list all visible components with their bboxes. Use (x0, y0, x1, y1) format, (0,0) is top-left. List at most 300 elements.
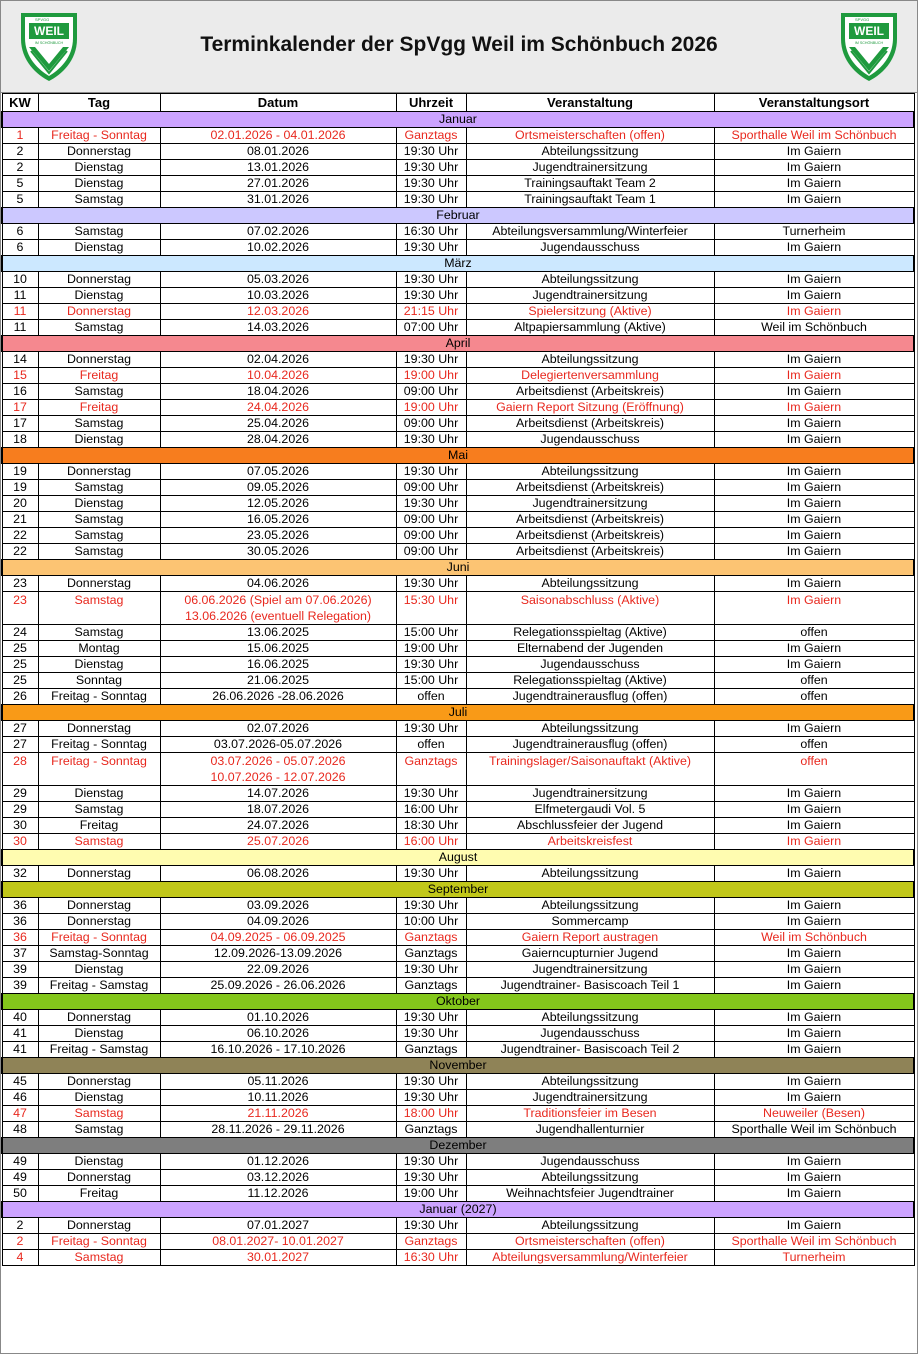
ort-cell: Im Gaiern (714, 946, 914, 962)
kw-cell: 23 (2, 576, 38, 592)
kw-cell: 15 (2, 368, 38, 384)
tag-cell: Freitag - Sonntag (38, 1234, 160, 1250)
datum-cell: 26.06.2026 -28.06.2026 (160, 689, 396, 705)
tag-cell: Donnerstag (38, 352, 160, 368)
ort-cell: Im Gaiern (714, 352, 914, 368)
ort-cell: Im Gaiern (714, 496, 914, 512)
datum-cell: 02.04.2026 (160, 352, 396, 368)
veranstaltung-cell: Abteilungssitzung (466, 144, 714, 160)
tag-cell: Samstag (38, 480, 160, 496)
kw-cell: 45 (2, 1074, 38, 1090)
ort-cell: Im Gaiern (714, 1010, 914, 1026)
tag-cell: Freitag - Samstag (38, 1042, 160, 1058)
month-label: März (2, 256, 914, 272)
month-row (2, 705, 914, 721)
datum-cell: 28.11.2026 - 29.11.2026 (160, 1122, 396, 1138)
header-datum: Datum (160, 94, 396, 112)
veranstaltung-cell: Abteilungssitzung (466, 1170, 714, 1186)
uhrzeit-cell: 09:00 Uhr (396, 384, 466, 400)
tag-cell: Samstag (38, 802, 160, 818)
kw-cell: 1 (2, 128, 38, 144)
veranstaltung-cell: Spielersitzung (Aktive) (466, 304, 714, 320)
table-row (2, 946, 914, 962)
month-row (2, 882, 914, 898)
uhrzeit-cell: 16:00 Uhr (396, 834, 466, 850)
month-label: Mai (2, 448, 914, 464)
kw-cell: 21 (2, 512, 38, 528)
kw-cell: 25 (2, 641, 38, 657)
table-row (2, 1026, 914, 1042)
uhrzeit-cell: 19:30 Uhr (396, 1154, 466, 1170)
tag-cell: Dienstag (38, 240, 160, 256)
ort-cell: Im Gaiern (714, 818, 914, 834)
tag-cell: Dienstag (38, 160, 160, 176)
uhrzeit-cell: 09:00 Uhr (396, 528, 466, 544)
table-row (2, 176, 914, 192)
ort-cell: Im Gaiern (714, 1218, 914, 1234)
table-row (2, 288, 914, 304)
tag-cell: Freitag (38, 818, 160, 834)
veranstaltung-cell: Arbeitsdienst (Arbeitskreis) (466, 512, 714, 528)
ort-cell: Im Gaiern (714, 512, 914, 528)
datum-cell: 24.07.2026 (160, 818, 396, 834)
tag-cell: Samstag (38, 512, 160, 528)
kw-cell: 36 (2, 930, 38, 946)
uhrzeit-cell: 09:00 Uhr (396, 512, 466, 528)
tag-cell: Dienstag (38, 786, 160, 802)
table-row (2, 673, 914, 689)
veranstaltung-cell: Abteilungssitzung (466, 352, 714, 368)
datum-cell: 10.03.2026 (160, 288, 396, 304)
uhrzeit-cell: 19:30 Uhr (396, 786, 466, 802)
header-veranstaltungsort: Veranstaltungsort (714, 94, 914, 112)
table-row (2, 786, 914, 802)
ort-cell: Neuweiler (Besen) (714, 1106, 914, 1122)
header (1, 1, 917, 93)
table-row (2, 128, 914, 144)
tag-cell: Dienstag (38, 432, 160, 448)
veranstaltung-cell: Jugendausschuss (466, 1026, 714, 1042)
kw-cell: 37 (2, 946, 38, 962)
month-label: April (2, 336, 914, 352)
ort-cell: offen (714, 673, 914, 689)
header-tag: Tag (38, 94, 160, 112)
month-label: Januar (2, 112, 914, 128)
table-row (2, 898, 914, 914)
tag-cell: Freitag - Sonntag (38, 128, 160, 144)
veranstaltung-cell: Ortsmeisterschaften (offen) (466, 128, 714, 144)
kw-cell: 5 (2, 192, 38, 208)
uhrzeit-cell: 19:30 Uhr (396, 866, 466, 882)
datum-cell: 24.04.2026 (160, 400, 396, 416)
kw-cell: 10 (2, 272, 38, 288)
table-row (2, 416, 914, 432)
ort-cell: Im Gaiern (714, 978, 914, 994)
table-body (2, 112, 914, 1266)
table-row (2, 480, 914, 496)
table-row (2, 1154, 914, 1170)
datum-cell: 07.02.2026 (160, 224, 396, 240)
month-row (2, 994, 914, 1010)
datum-cell: 12.05.2026 (160, 496, 396, 512)
datum-cell: 10.11.2026 (160, 1090, 396, 1106)
uhrzeit-cell: 09:00 Uhr (396, 544, 466, 560)
datum-cell: 25.09.2026 - 26.06.2026 (160, 978, 396, 994)
uhrzeit-cell: 19:30 Uhr (396, 240, 466, 256)
veranstaltung-cell: Trainingslager/Saisonauftakt (Aktive) (466, 753, 714, 786)
ort-cell: Im Gaiern (714, 1090, 914, 1106)
datum-cell: 06.10.2026 (160, 1026, 396, 1042)
datum-cell: 05.11.2026 (160, 1074, 396, 1090)
datum-cell: 13.01.2026 (160, 160, 396, 176)
tag-cell: Samstag (38, 1250, 160, 1266)
kw-cell: 27 (2, 721, 38, 737)
table-row (2, 1250, 914, 1266)
ort-cell: offen (714, 625, 914, 641)
veranstaltung-cell: Ortsmeisterschaften (offen) (466, 1234, 714, 1250)
ort-cell: Im Gaiern (714, 368, 914, 384)
datum-cell: 08.01.2027- 10.01.2027 (160, 1234, 396, 1250)
table-row (2, 352, 914, 368)
ort-cell: Turnerheim (714, 224, 914, 240)
kw-cell: 29 (2, 786, 38, 802)
table-row (2, 689, 914, 705)
table-row (2, 1186, 914, 1202)
tag-cell: Samstag (38, 1106, 160, 1122)
table-row (2, 304, 914, 320)
svg-text:SPVGG: SPVGG (855, 17, 870, 22)
veranstaltung-cell: Arbeitsdienst (Arbeitskreis) (466, 528, 714, 544)
tag-cell: Samstag (38, 416, 160, 432)
veranstaltung-cell: Trainingsauftakt Team 1 (466, 192, 714, 208)
datum-cell (160, 753, 396, 786)
uhrzeit-cell: Ganztags (396, 1122, 466, 1138)
kw-cell: 40 (2, 1010, 38, 1026)
veranstaltung-cell: Abteilungssitzung (466, 898, 714, 914)
tag-cell: Freitag - Samstag (38, 978, 160, 994)
veranstaltung-cell: Traditionsfeier im Besen (466, 1106, 714, 1122)
ort-cell: Im Gaiern (714, 304, 914, 320)
uhrzeit-cell: 19:30 Uhr (396, 176, 466, 192)
tag-cell: Samstag (38, 528, 160, 544)
tag-cell: Freitag (38, 368, 160, 384)
datum-cell: 05.03.2026 (160, 272, 396, 288)
veranstaltung-cell: Jugendtrainersitzung (466, 160, 714, 176)
table-row (2, 1106, 914, 1122)
uhrzeit-cell: offen (396, 689, 466, 705)
veranstaltung-cell: Altpapiersammlung (Aktive) (466, 320, 714, 336)
ort-cell: Im Gaiern (714, 464, 914, 480)
month-row (2, 560, 914, 576)
table-header-row (2, 94, 914, 112)
veranstaltung-cell: Gaiern Report Sitzung (Eröffnung) (466, 400, 714, 416)
veranstaltung-cell: Jugendtrainersitzung (466, 962, 714, 978)
calendar-table (1, 93, 915, 1266)
datum-cell: 08.01.2026 (160, 144, 396, 160)
tag-cell: Donnerstag (38, 1218, 160, 1234)
table-row (2, 1234, 914, 1250)
datum-cell: 12.03.2026 (160, 304, 396, 320)
uhrzeit-cell: Ganztags (396, 753, 466, 786)
tag-cell: Samstag-Sonntag (38, 946, 160, 962)
datum-cell: 15.06.2025 (160, 641, 396, 657)
month-label: Januar (2027) (2, 1202, 914, 1218)
ort-cell: Im Gaiern (714, 176, 914, 192)
uhrzeit-cell: 19:30 Uhr (396, 1090, 466, 1106)
month-row (2, 208, 914, 224)
tag-cell: Donnerstag (38, 144, 160, 160)
uhrzeit-cell: 15:00 Uhr (396, 625, 466, 641)
table-row (2, 1074, 914, 1090)
tag-cell: Freitag (38, 400, 160, 416)
uhrzeit-cell: 19:30 Uhr (396, 721, 466, 737)
ort-cell: Sporthalle Weil im Schönbuch (714, 128, 914, 144)
uhrzeit-cell: 19:30 Uhr (396, 288, 466, 304)
ort-cell: Im Gaiern (714, 576, 914, 592)
tag-cell: Donnerstag (38, 866, 160, 882)
kw-cell: 32 (2, 866, 38, 882)
veranstaltung-cell: Arbeitsdienst (Arbeitskreis) (466, 384, 714, 400)
tag-cell: Samstag (38, 1122, 160, 1138)
tag-cell: Dienstag (38, 1026, 160, 1042)
tag-cell: Dienstag (38, 962, 160, 978)
table-row (2, 834, 914, 850)
veranstaltung-cell: Jugendtrainerausflug (offen) (466, 737, 714, 753)
veranstaltung-cell: Abteilungssitzung (466, 1074, 714, 1090)
uhrzeit-cell: 16:00 Uhr (396, 802, 466, 818)
month-label: August (2, 850, 914, 866)
kw-cell: 19 (2, 464, 38, 480)
table-row (2, 930, 914, 946)
veranstaltung-cell: Jugendausschuss (466, 240, 714, 256)
ort-cell: offen (714, 753, 914, 786)
datum-cell: 16.05.2026 (160, 512, 396, 528)
ort-cell: Im Gaiern (714, 544, 914, 560)
ort-cell: Im Gaiern (714, 432, 914, 448)
ort-cell: Im Gaiern (714, 1154, 914, 1170)
svg-text:WEIL: WEIL (854, 24, 884, 38)
table-row (2, 721, 914, 737)
table-row (2, 866, 914, 882)
uhrzeit-cell: 15:00 Uhr (396, 673, 466, 689)
ort-cell: Im Gaiern (714, 416, 914, 432)
kw-cell: 11 (2, 304, 38, 320)
kw-cell: 14 (2, 352, 38, 368)
table-row (2, 320, 914, 336)
ort-cell: Im Gaiern (714, 192, 914, 208)
table-row (2, 1090, 914, 1106)
datum-cell: 03.09.2026 (160, 898, 396, 914)
datum-line-2: 10.07.2026 - 12.07.2026 (210, 770, 346, 784)
ort-cell: Weil im Schönbuch (714, 930, 914, 946)
uhrzeit-cell: 19:00 Uhr (396, 1186, 466, 1202)
svg-text:WEIL: WEIL (34, 24, 64, 38)
uhrzeit-cell: 19:30 Uhr (396, 1074, 466, 1090)
datum-cell: 02.01.2026 - 04.01.2026 (160, 128, 396, 144)
ort-cell: Im Gaiern (714, 1170, 914, 1186)
ort-cell: Im Gaiern (714, 641, 914, 657)
ort-cell: Im Gaiern (714, 1074, 914, 1090)
uhrzeit-cell: 18:30 Uhr (396, 818, 466, 834)
datum-cell: 10.02.2026 (160, 240, 396, 256)
veranstaltung-cell: Jugendausschuss (466, 1154, 714, 1170)
tag-cell: Samstag (38, 320, 160, 336)
tag-cell: Donnerstag (38, 1010, 160, 1026)
datum-cell: 22.09.2026 (160, 962, 396, 978)
table-row (2, 576, 914, 592)
veranstaltung-cell: Abschlussfeier der Jugend (466, 818, 714, 834)
month-row (2, 1138, 914, 1154)
ort-cell: Im Gaiern (714, 1186, 914, 1202)
uhrzeit-cell: 19:00 Uhr (396, 400, 466, 416)
tag-cell: Freitag - Sonntag (38, 753, 160, 786)
tag-cell: Donnerstag (38, 272, 160, 288)
uhrzeit-cell: 19:30 Uhr (396, 464, 466, 480)
uhrzeit-cell: 19:30 Uhr (396, 352, 466, 368)
kw-cell: 25 (2, 657, 38, 673)
kw-cell: 5 (2, 176, 38, 192)
datum-cell: 01.10.2026 (160, 1010, 396, 1026)
table-row (2, 224, 914, 240)
svg-text:SPVGG: SPVGG (35, 17, 50, 22)
club-logo-right (837, 9, 901, 83)
uhrzeit-cell: 07:00 Uhr (396, 320, 466, 336)
veranstaltung-cell: Jugendhallenturnier (466, 1122, 714, 1138)
veranstaltung-cell: Elternabend der Jugenden (466, 641, 714, 657)
uhrzeit-cell: 19:30 Uhr (396, 432, 466, 448)
tag-cell: Samstag (38, 592, 160, 625)
datum-cell: 14.03.2026 (160, 320, 396, 336)
uhrzeit-cell: 19:00 Uhr (396, 368, 466, 384)
ort-cell: Turnerheim (714, 1250, 914, 1266)
page-title: Terminkalender der SpVgg Weil im Schönbuch 2026 (200, 33, 718, 56)
tag-cell: Donnerstag (38, 1074, 160, 1090)
uhrzeit-cell: Ganztags (396, 1234, 466, 1250)
datum-cell: 13.06.2025 (160, 625, 396, 641)
kw-cell: 27 (2, 737, 38, 753)
tag-cell: Freitag (38, 1186, 160, 1202)
datum-cell: 21.06.2025 (160, 673, 396, 689)
ort-cell: offen (714, 737, 914, 753)
datum-cell: 11.12.2026 (160, 1186, 396, 1202)
svg-text:IM SCHÖNBUCH: IM SCHÖNBUCH (34, 41, 64, 45)
table-row (2, 592, 914, 625)
kw-cell: 11 (2, 288, 38, 304)
uhrzeit-cell: 09:00 Uhr (396, 416, 466, 432)
uhrzeit-cell: 19:30 Uhr (396, 1170, 466, 1186)
datum-line-2: 13.06.2026 (eventuell Relegation) (185, 609, 371, 623)
kw-cell: 26 (2, 689, 38, 705)
uhrzeit-cell: 16:30 Uhr (396, 1250, 466, 1266)
datum-cell: 31.01.2026 (160, 192, 396, 208)
veranstaltung-cell: Saisonabschluss (Aktive) (466, 592, 714, 625)
veranstaltung-cell: Abteilungssitzung (466, 1010, 714, 1026)
veranstaltung-cell: Abteilungssitzung (466, 1218, 714, 1234)
veranstaltung-cell: Elfmetergaudi Vol. 5 (466, 802, 714, 818)
kw-cell: 48 (2, 1122, 38, 1138)
ort-cell: Im Gaiern (714, 400, 914, 416)
veranstaltung-cell: Weihnachtsfeier Jugendtrainer (466, 1186, 714, 1202)
ort-cell: Im Gaiern (714, 1042, 914, 1058)
veranstaltung-cell: Gaierncupturnier Jugend (466, 946, 714, 962)
table-row (2, 160, 914, 176)
veranstaltung-cell: Abteilungssitzung (466, 464, 714, 480)
tag-cell: Samstag (38, 224, 160, 240)
tag-cell: Dienstag (38, 1154, 160, 1170)
tag-cell: Donnerstag (38, 304, 160, 320)
datum-cell: 01.12.2026 (160, 1154, 396, 1170)
ort-cell: Im Gaiern (714, 914, 914, 930)
table-row (2, 192, 914, 208)
uhrzeit-cell: 19:30 Uhr (396, 496, 466, 512)
uhrzeit-cell: Ganztags (396, 978, 466, 994)
uhrzeit-cell: 19:30 Uhr (396, 657, 466, 673)
veranstaltung-cell: Delegiertenversammlung (466, 368, 714, 384)
tag-cell: Donnerstag (38, 464, 160, 480)
kw-cell: 2 (2, 1218, 38, 1234)
uhrzeit-cell: 19:30 Uhr (396, 192, 466, 208)
month-row (2, 256, 914, 272)
tag-cell: Samstag (38, 544, 160, 560)
veranstaltung-cell: Abteilungssitzung (466, 272, 714, 288)
ort-cell: Weil im Schönbuch (714, 320, 914, 336)
kw-cell: 25 (2, 673, 38, 689)
veranstaltung-cell: Abteilungssitzung (466, 721, 714, 737)
ort-cell: Im Gaiern (714, 592, 914, 625)
uhrzeit-cell: 09:00 Uhr (396, 480, 466, 496)
ort-cell: Im Gaiern (714, 786, 914, 802)
ort-cell: Im Gaiern (714, 898, 914, 914)
kw-cell: 22 (2, 528, 38, 544)
ort-cell: Im Gaiern (714, 160, 914, 176)
kw-cell: 30 (2, 818, 38, 834)
table-row (2, 496, 914, 512)
kw-cell: 6 (2, 224, 38, 240)
datum-cell: 25.07.2026 (160, 834, 396, 850)
ort-cell: Im Gaiern (714, 272, 914, 288)
datum-cell: 25.04.2026 (160, 416, 396, 432)
month-row (2, 850, 914, 866)
tag-cell: Dienstag (38, 176, 160, 192)
veranstaltung-cell: Jugendtrainerausflug (offen) (466, 689, 714, 705)
uhrzeit-cell: 21:15 Uhr (396, 304, 466, 320)
datum-cell: 30.01.2027 (160, 1250, 396, 1266)
month-row (2, 1058, 914, 1074)
veranstaltung-cell: Jugendtrainersitzung (466, 1090, 714, 1106)
kw-cell: 18 (2, 432, 38, 448)
table-row (2, 978, 914, 994)
table-row (2, 544, 914, 560)
datum-cell (160, 592, 396, 625)
ort-cell: Im Gaiern (714, 657, 914, 673)
veranstaltung-cell: Abteilungssitzung (466, 866, 714, 882)
kw-cell: 50 (2, 1186, 38, 1202)
tag-cell: Donnerstag (38, 914, 160, 930)
veranstaltung-cell: Abteilungsversammlung/Winterfeier (466, 224, 714, 240)
table-row (2, 657, 914, 673)
veranstaltung-cell: Abteilungssitzung (466, 576, 714, 592)
uhrzeit-cell: Ganztags (396, 128, 466, 144)
uhrzeit-cell: offen (396, 737, 466, 753)
datum-cell: 12.09.2026-13.09.2026 (160, 946, 396, 962)
veranstaltung-cell: Arbeitsdienst (Arbeitskreis) (466, 544, 714, 560)
datum-cell: 04.06.2026 (160, 576, 396, 592)
kw-cell: 39 (2, 962, 38, 978)
uhrzeit-cell: 10:00 Uhr (396, 914, 466, 930)
kw-cell: 6 (2, 240, 38, 256)
ort-cell: Im Gaiern (714, 528, 914, 544)
table-row (2, 240, 914, 256)
